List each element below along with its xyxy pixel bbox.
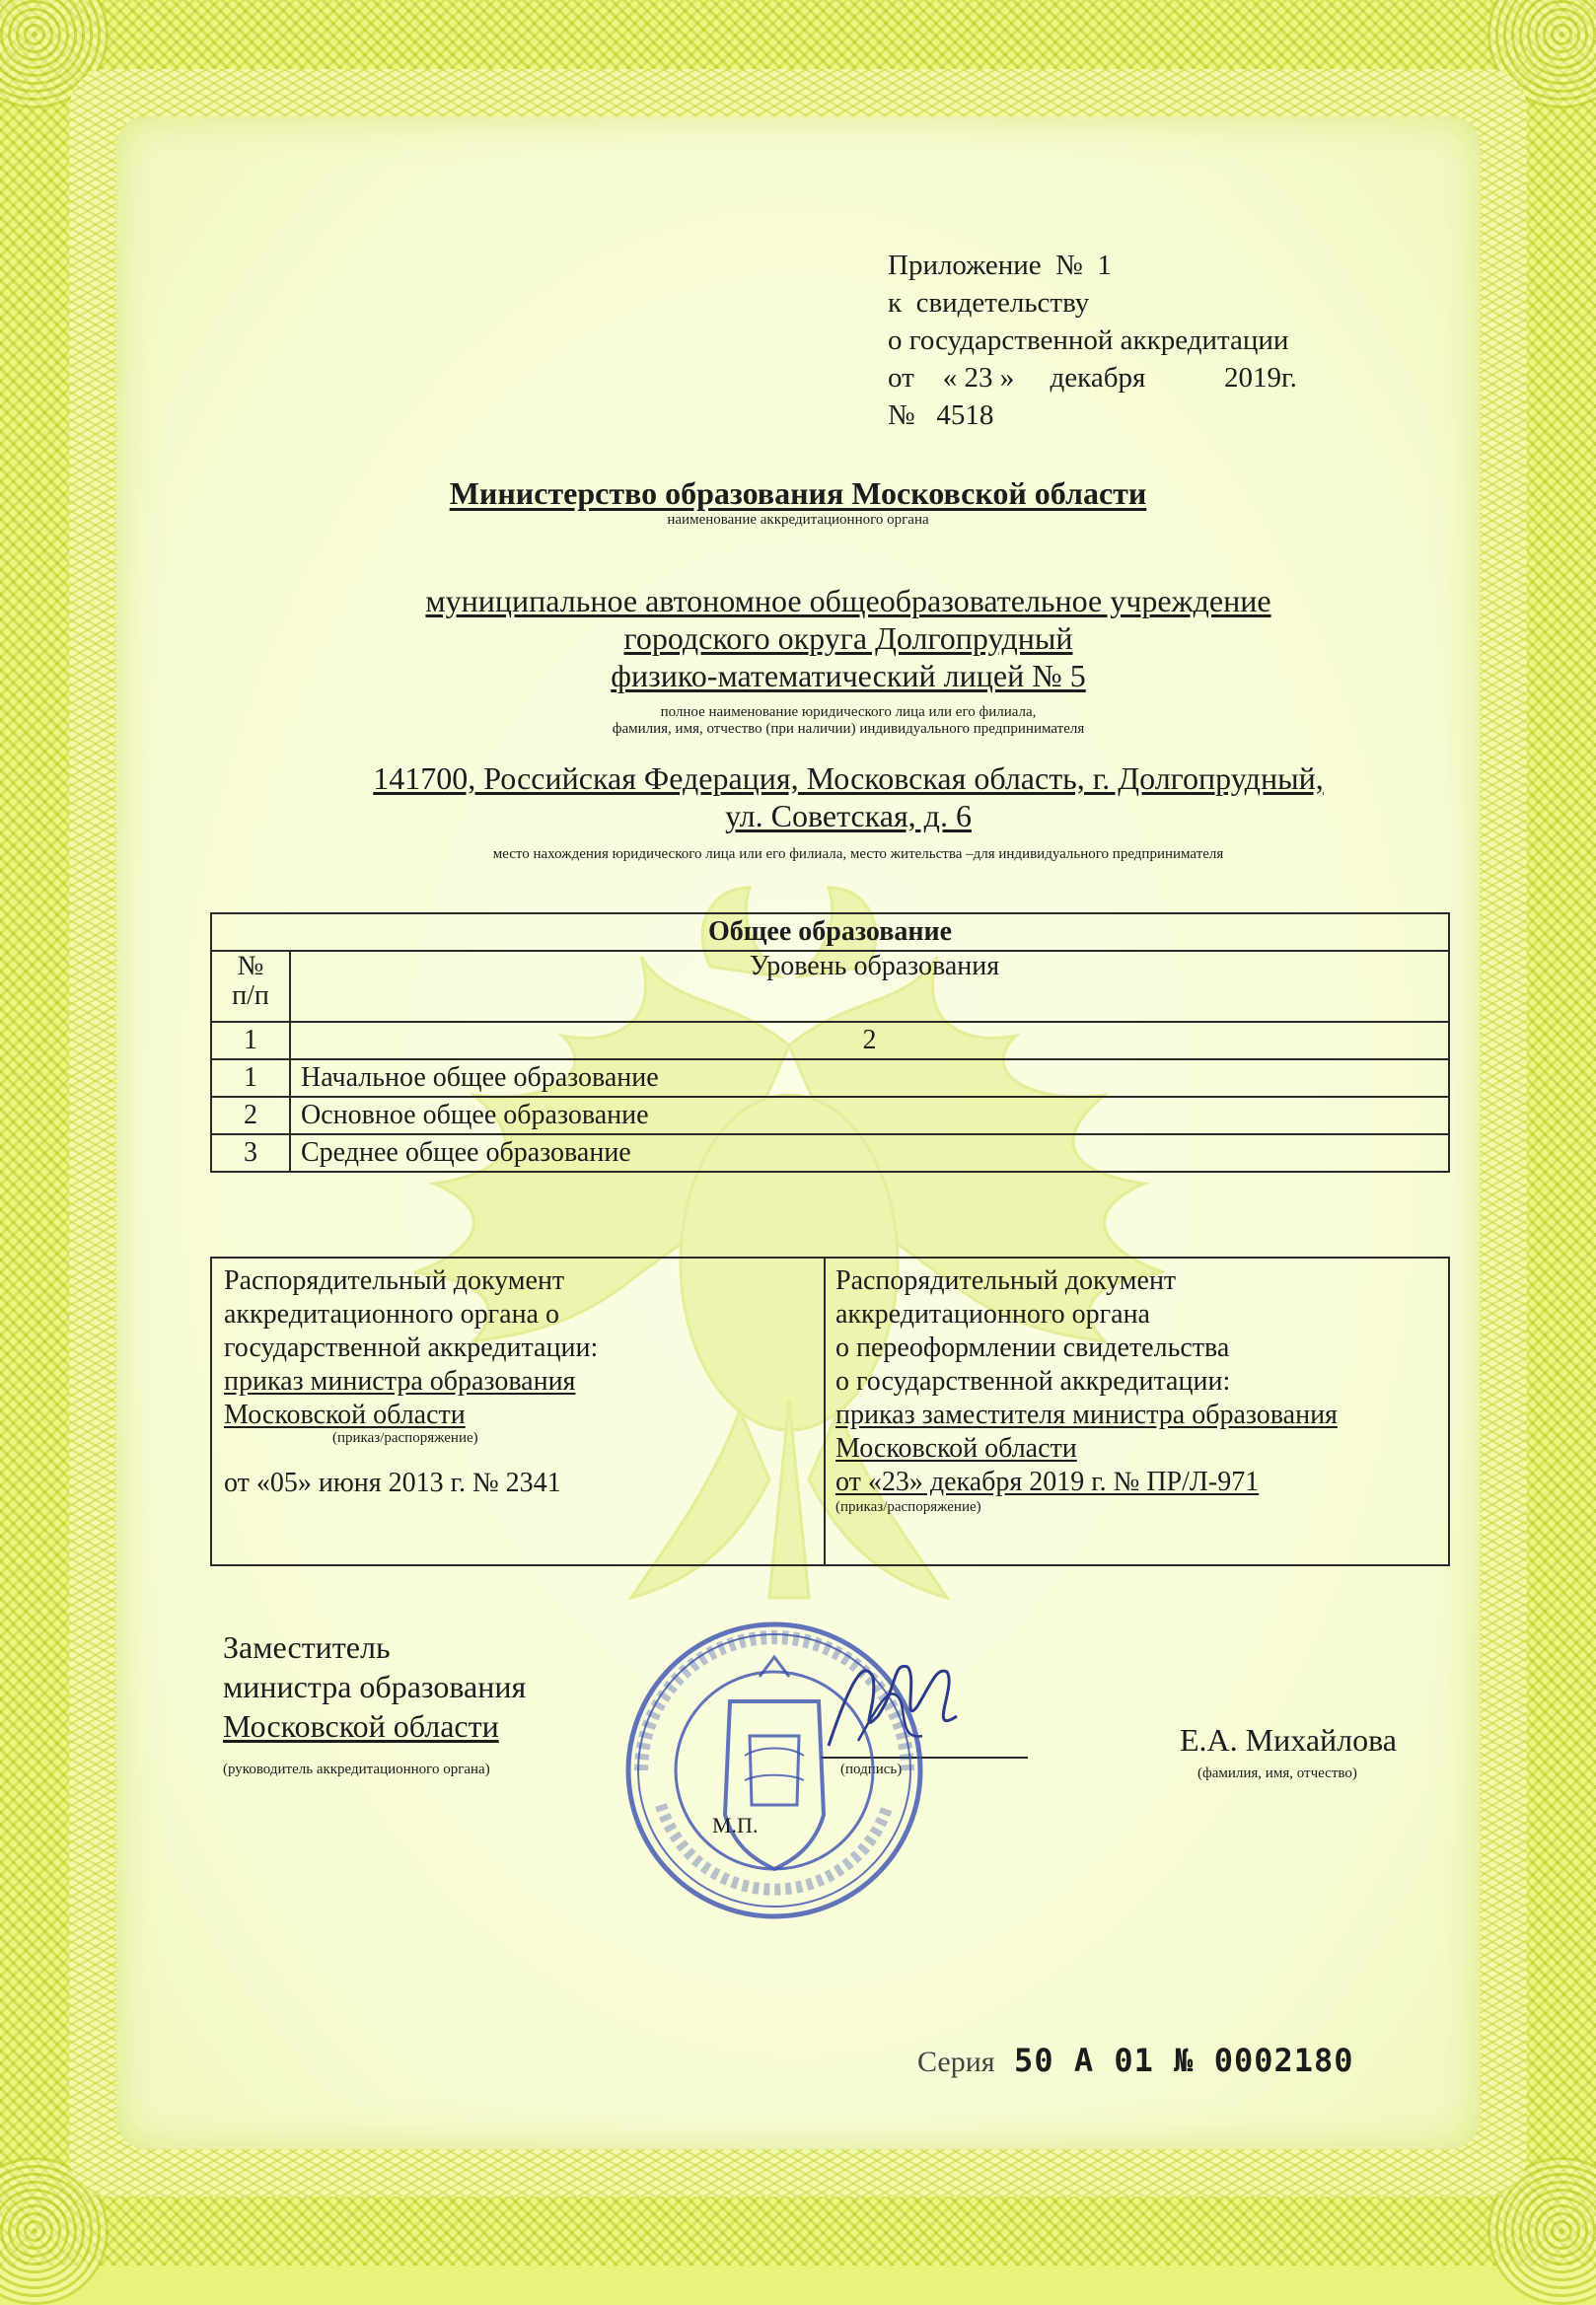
column-header-level: Уровень образования bbox=[290, 951, 1449, 1022]
signatory-position bbox=[223, 1627, 526, 1746]
form-series bbox=[917, 2042, 1354, 2079]
caption-line: фамилия, имя, отчество (при наличии) индивидуального предпринимателя bbox=[612, 721, 1085, 737]
appendix-line: о государственной аккредитации bbox=[888, 324, 1289, 356]
table-title: Общее образование bbox=[211, 913, 1449, 951]
handwritten-signature bbox=[819, 1647, 967, 1765]
table-header-row bbox=[211, 951, 1449, 1022]
index-cell: 2 bbox=[290, 1022, 1449, 1059]
order-title: приказ заместителя министра образования bbox=[835, 1400, 1338, 1430]
position-line: министра образования bbox=[223, 1669, 527, 1704]
order-type-caption: (приказ/распоряжение) bbox=[332, 1430, 478, 1446]
organization-name-line: муниципальное автономное общеобразовательное учреждение bbox=[425, 583, 1271, 618]
address-line: ул. Советская, д. 6 bbox=[725, 798, 972, 833]
accreditation-order-column bbox=[224, 1264, 816, 1564]
row-number: 1 bbox=[211, 1059, 290, 1097]
address-caption: место нахождения юридического лица или его филиала, место жительства –для индивидуального предпринимателя bbox=[492, 846, 1224, 862]
table-title-row bbox=[211, 913, 1449, 951]
position-caption: (руководитель аккредитационного органа) bbox=[223, 1762, 490, 1777]
table-row bbox=[211, 1134, 1449, 1172]
seal-place-mark: М.П. bbox=[712, 1813, 759, 1837]
table-index-row bbox=[211, 1022, 1449, 1059]
caption-line: полное наименование юридического лица или его филиала, bbox=[660, 704, 1037, 720]
doc-line: аккредитационного органа о bbox=[224, 1299, 559, 1330]
row-level: Среднее общее образование bbox=[290, 1134, 1449, 1172]
series-number: 50 А 01 № 0002180 bbox=[1014, 2042, 1354, 2079]
index-cell: 1 bbox=[211, 1022, 290, 1059]
order-title: приказ министра образования bbox=[224, 1366, 576, 1397]
order-date-number: от «23» декабря 2019 г. № ПР/Л-971 bbox=[835, 1467, 1260, 1497]
series-label: Серия bbox=[917, 2046, 995, 2078]
doc-line: Распорядительный документ bbox=[224, 1265, 565, 1296]
appendix-number-line: № 4518 bbox=[888, 399, 994, 431]
accreditation-body-name: Министерство образования Московской области bbox=[449, 475, 1147, 511]
column-header-number: № п/п bbox=[211, 951, 290, 1022]
order-title: Московской области bbox=[835, 1433, 1077, 1464]
administrative-documents-box bbox=[210, 1257, 1450, 1566]
doc-line: о государственной аккредитации: bbox=[835, 1366, 1231, 1397]
education-levels-table bbox=[210, 912, 1450, 1173]
doc-line: Распорядительный документ bbox=[835, 1265, 1177, 1296]
doc-line: государственной аккредитации: bbox=[224, 1333, 599, 1363]
appendix-line: к свидетельству bbox=[888, 287, 1090, 319]
organization-address bbox=[0, 759, 1596, 834]
organization-name-caption bbox=[0, 704, 1596, 738]
name-caption: (фамилия, имя, отчество) bbox=[1197, 1765, 1357, 1781]
row-number: 2 bbox=[211, 1097, 290, 1134]
address-line: 141700, Российская Федерация, Московская область, г. Долгопрудный, bbox=[373, 760, 1324, 796]
doc-line: о переоформлении свидетельства bbox=[835, 1333, 1230, 1363]
organization-block bbox=[0, 582, 1596, 694]
appendix-date-line: от « 23 » декабря 2019г. bbox=[888, 362, 1297, 394]
signature-caption: (подпись) bbox=[840, 1762, 903, 1777]
table-row bbox=[211, 1059, 1449, 1097]
organization-name-line: городского округа Долгопрудный bbox=[623, 620, 1073, 656]
doc-line: аккредитационного органа bbox=[835, 1299, 1150, 1330]
order-title: Московской области bbox=[224, 1400, 466, 1430]
accreditation-body bbox=[0, 475, 1596, 529]
accreditation-body-caption: наименование аккредитационного органа bbox=[667, 512, 929, 528]
row-number: 3 bbox=[211, 1134, 290, 1172]
column-divider bbox=[824, 1259, 826, 1564]
row-level: Начальное общее образование bbox=[290, 1059, 1449, 1097]
order-date-number: от «05» июня 2013 г. № 2341 bbox=[224, 1468, 561, 1498]
order-type-caption: (приказ/распоряжение) bbox=[835, 1499, 981, 1515]
appendix-header bbox=[888, 247, 1297, 434]
organization-name-line: физико-математический лицей № 5 bbox=[611, 658, 1086, 693]
row-level: Основное общее образование bbox=[290, 1097, 1449, 1134]
position-line: Московской области bbox=[223, 1708, 499, 1744]
signatory-name: Е.А. Михайлова bbox=[1180, 1722, 1397, 1758]
appendix-line: Приложение № 1 bbox=[888, 250, 1112, 281]
reissue-order-column bbox=[835, 1264, 1447, 1564]
table-row bbox=[211, 1097, 1449, 1134]
position-line: Заместитель bbox=[223, 1629, 391, 1665]
